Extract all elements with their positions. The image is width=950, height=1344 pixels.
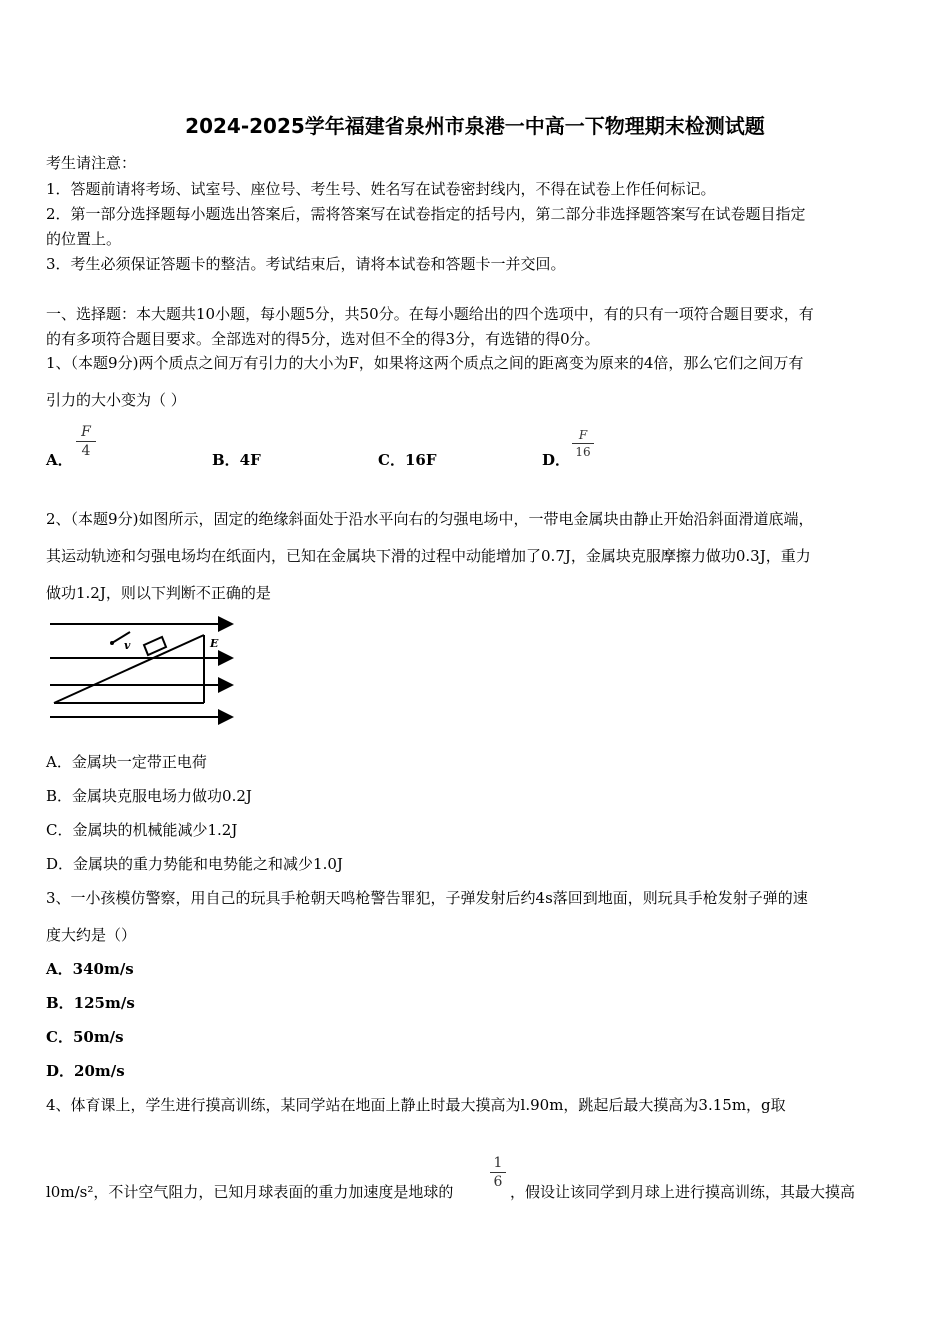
page-title: 2024-2025学年福建省泉州市泉港一中高一下物理期末检测试题: [185, 114, 765, 138]
q1-option-a-denominator: 4: [81, 443, 91, 459]
q3-option-b: B．125m/s: [46, 994, 135, 1012]
q2-stem-1: 2、（本题9分)如图所示，固定的绝缘斜面处于沿水平向右的匀强电场中，一带电金属块由静止开始沿斜面滑道底端，: [46, 510, 814, 528]
q4-fraction-numerator: 1: [493, 1155, 503, 1171]
q3-option-d: D．20m/s: [46, 1062, 125, 1080]
section1-instructions-2: 的有多项符合题目要求。全部选对的得5分，选对但不全的得3分，有选错的得0分。: [46, 330, 600, 348]
q1-stem-1: 1、（本题9分)两个质点之间万有引力的大小为F，如果将这两个质点之间的距离变为原来的4倍，那么它们之间万有: [46, 354, 804, 372]
notice-item-3: 3．考生必须保证答题卡的整洁。考试结束后，请将本试卷和答题卡一并交回。: [46, 255, 566, 273]
velocity-label: v: [124, 639, 131, 652]
q4-stem-1: 4、体育课上，学生进行摸高训练，某同学站在地面上静止时最大摸高为l.90m，跳起后最大摸高为3.15m，g取: [46, 1096, 786, 1114]
q2-incline-figure: [46, 615, 238, 725]
q4-fraction-denominator: 6: [493, 1174, 503, 1190]
q3-stem-1: 3、一小孩模仿警察，用自己的玩具手枪朝天鸣枪警告罪犯，子弹发射后约4s落回到地面，则玩具手枪发射子弹的速: [46, 889, 808, 907]
notice-item-2: 2．第一部分选择题每小题选出答案后，需将答案写在试卷指定的括号内，第二部分非选择题答案写在试卷题目指定: [46, 205, 806, 223]
q1-stem-2: 引力的大小变为（ ）: [46, 391, 186, 409]
q2-option-c: C．金属块的机械能减少1.2J: [46, 821, 238, 839]
q1-option-d-label: D．: [542, 451, 571, 469]
q1-option-a-fraction: [76, 424, 96, 459]
q3-stem-2: 度大约是（）: [46, 926, 137, 944]
q2-option-b: B．金属块克服电场力做功0.2J: [46, 787, 252, 805]
q1-option-c: C．16F: [378, 451, 437, 469]
metal-block: [144, 637, 166, 655]
q4-stem-2a: l0m/s²，不计空气阻力，已知月球表面的重力加速度是地球的: [46, 1183, 454, 1201]
q2-stem-3: 做功1.2J，则以下判断不正确的是: [46, 584, 271, 602]
q1-option-d-numerator: F: [578, 428, 588, 442]
section1-instructions-1: 一、选择题：本大题共10小题，每小题5分，共50分。在每小题给出的四个选项中，有的只有一项符合题目要求，有: [46, 305, 814, 323]
q1-option-d-fraction: [572, 428, 594, 459]
q3-option-c: C．50m/s: [46, 1028, 124, 1046]
q4-stem-2b: ，假设让该同学到月球上进行摸高训练，其最大摸高: [510, 1183, 856, 1201]
notice-item-1: 1．答题前请将考场、试室号、座位号、考生号、姓名写在试卷密封线内，不得在试卷上作任何标记。: [46, 180, 716, 198]
q2-stem-2: 其运动轨迹和匀强电场均在纸面内，已知在金属块下滑的过程中动能增加了0.7J，金属块克服摩擦力做功0.3J，重力: [46, 547, 811, 565]
q2-option-a: A．金属块一定带正电荷: [46, 753, 207, 771]
field-label: E: [210, 637, 219, 650]
q1-option-a-label: A．: [46, 451, 73, 469]
notice-item-2-cont: 的位置上。: [46, 230, 122, 248]
q1-option-a-numerator: F: [81, 424, 91, 440]
notice-heading: 考生请注意：: [46, 154, 137, 172]
q2-option-d: D．金属块的重力势能和电势能之和减少1.0J: [46, 855, 343, 873]
q1-option-b: B．4F: [212, 451, 261, 469]
q4-fraction: [490, 1155, 506, 1190]
q3-option-a: A．340m/s: [46, 960, 134, 978]
q1-option-d-denominator: 16: [575, 445, 591, 459]
